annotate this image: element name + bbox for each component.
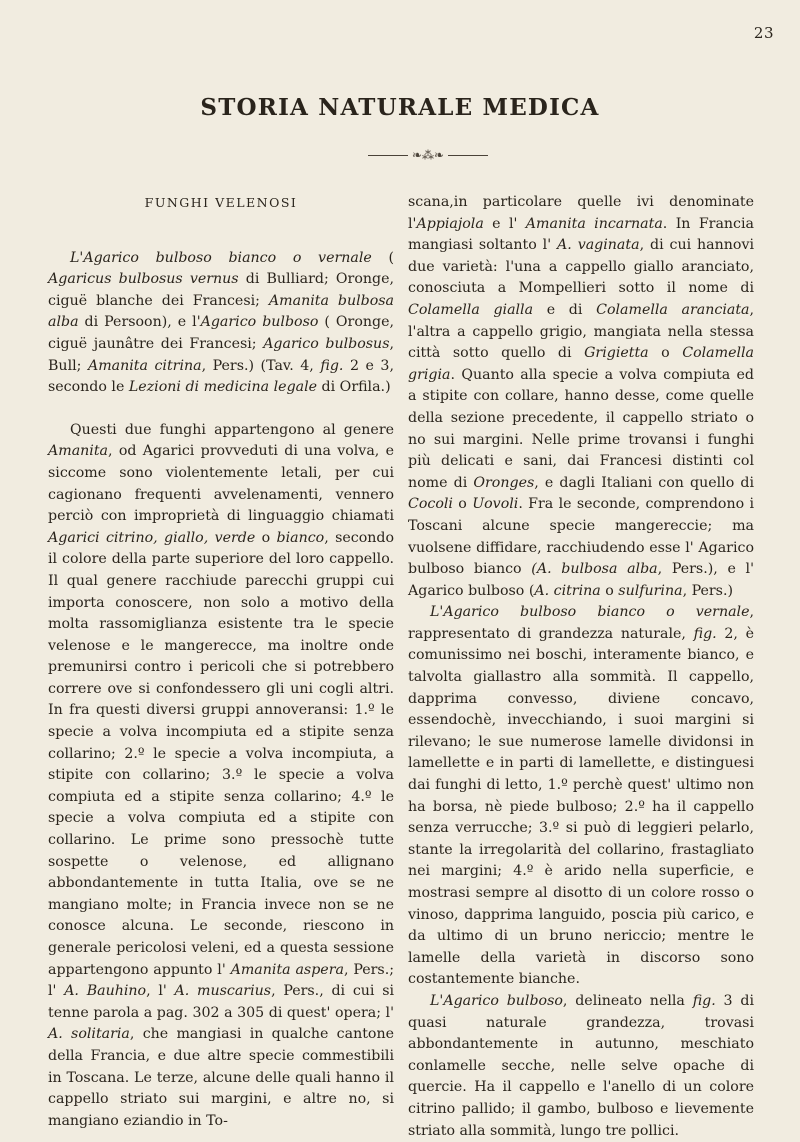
italic-text: Uovoli bbox=[472, 496, 519, 513]
text-run: , delineato nella bbox=[562, 992, 693, 1009]
italic-text: L' bbox=[70, 249, 84, 266]
text-run: ( Oronge, ciguë jaunâtre dei Francesi; bbox=[48, 314, 395, 352]
paragraph bbox=[408, 991, 754, 1142]
italic-text: fig. bbox=[692, 992, 716, 1009]
text-run: , l' bbox=[146, 983, 175, 1000]
italic-text: A. solitaria bbox=[48, 1026, 130, 1043]
text-run: . Fra le seconde, comprendono i Toscani alcune specie mangereccie; ma vuolsene diffidare, racchiudendo esse l' Agarico bulboso bianco bbox=[408, 496, 755, 578]
text-run: di Bulliard; Oronge, ciguë blanche dei Francesi; bbox=[48, 271, 394, 309]
text-run: di Orfila.) bbox=[317, 379, 391, 396]
italic-text: (A. bulbosa alba bbox=[531, 561, 658, 578]
text-run: , od Agarici provveduti di una volva, e siccome sono violentemente letali, per cui cagionano frequenti avvelenamenti, vennero perciò con improprietà di linguaggio chiamati bbox=[48, 443, 394, 525]
left-column bbox=[48, 192, 394, 1132]
italic-text: Amanita bbox=[48, 443, 108, 460]
text-run: ( bbox=[371, 249, 394, 266]
italic-text: Agarico bulbosus bbox=[263, 335, 390, 352]
section-title: FUNGHI VELENOSI bbox=[144, 195, 298, 210]
italic-text: L'Agarico bulboso bianco o vernale bbox=[430, 604, 750, 621]
italic-text: A. citrina bbox=[534, 582, 601, 599]
italic-text: sulfurina bbox=[618, 582, 683, 599]
page-number: 23 bbox=[753, 24, 774, 42]
italic-text: A. Bauhino bbox=[64, 983, 147, 1000]
italic-text: Lezioni di medicina legale bbox=[128, 379, 318, 396]
text-run: , Bull; bbox=[48, 335, 394, 374]
text-run: 2, è comunissimo nei boschi, interamente bianco, e talvolta giallastro alla sommità. Il cappello, dapprima convesso, diviene concavo, essendochè, invecchiando, i suoi margini si rilevano; le sue numerose lamelle dividonsi in lamellette e in parti di lamellette, e distinguesi dai funghi di letto, 1.º perchè quest' ultimo non ha borsa, nè piede bulboso; 2.º ha il cappello senza verrucche; 3.º si può di leggieri pelarlo, stante la irregolarità del collarino, frastagliato nei margini; 4.º è arido nella superficie, e mostrasi sempre al disotto di un colore rosso o vinoso, dapprima languido, poscia più carico, e da ultimo di un bruno nericcio; mentre le lamelle della varietà in discorso sono costantemente bianche. bbox=[408, 625, 754, 988]
text-run: o bbox=[452, 496, 473, 513]
text-run: , di cui hannovi due varietà: l'una a cappello giallo aranciato, conosciuta a Mompellieri sotto il nome di bbox=[408, 237, 755, 297]
text-run: e di bbox=[533, 301, 597, 318]
rule-left bbox=[368, 155, 408, 156]
italic-text: Grigietta bbox=[584, 345, 649, 362]
italic-text: Amanita citrina bbox=[87, 357, 202, 374]
text-run: o bbox=[255, 529, 277, 546]
text-run: . In Francia mangiasi soltanto l' bbox=[408, 215, 754, 254]
italic-text: Amanita aspera bbox=[230, 961, 344, 978]
text-run: , Pers.) bbox=[682, 582, 733, 599]
rule-right bbox=[448, 155, 488, 156]
italic-text: Agarici citrino, giallo, verde bbox=[48, 529, 256, 546]
paragraph bbox=[408, 192, 754, 602]
text-run: . Quanto alla specie a volva compiuta ed a stipite con collare, hanno desse, come quelle della sezione precedente, il cappello striato o no sui margini. Nelle prime trovansi i funghi più delicati e sani, dai Francesi distinti col nome di bbox=[408, 366, 754, 491]
italic-text: fig. bbox=[693, 625, 717, 642]
text-run: o bbox=[600, 582, 619, 599]
italic-text: Agarico bulboso bbox=[200, 314, 319, 331]
text-run: , e dagli Italiani con quello di bbox=[534, 474, 754, 491]
italic-text: L'Agarico bulboso bbox=[430, 992, 563, 1009]
text-run: e l' bbox=[483, 215, 526, 232]
text-run: , Pers.), e l' Agarico bulboso ( bbox=[408, 561, 754, 599]
running-title: STORIA NATURALE MEDICA bbox=[200, 94, 600, 121]
text-run: , l'altra a cappello grigio, mangiata nella stessa città sotto quello di bbox=[408, 301, 754, 362]
text-run: o bbox=[648, 345, 683, 362]
text-run: , che mangiasi in qualche cantone della Francia, e due altre specie commestibili in Toscana. Le terze, alcune delle quali hanno il cappello striato sui margini, e altre no, si mangiano eziandio in To- bbox=[48, 1026, 394, 1129]
italic-text: fig. bbox=[320, 357, 344, 374]
paragraph bbox=[408, 602, 754, 991]
text-run: 3 di quasi naturale grandezza, trovasi abbondantemente in autunno, meschiato conlamelle secche, nelle selve opache di quercie. Ha il cappello e l'anello di un colore citrino pallido; il gambo, bulboso e lievemente striato alla sommità, lungo tre pollici. bbox=[408, 992, 754, 1139]
italic-text: bianco bbox=[276, 529, 325, 546]
text-run: , Pers., di cui si tenne parola a pag. 302 a 305 di quest' opera; l' bbox=[48, 983, 395, 1021]
italic-text: Amanita incarnata bbox=[525, 215, 663, 232]
right-column bbox=[408, 192, 754, 1142]
ornament-divider bbox=[345, 148, 511, 162]
text-run: , secondo il colore della parte superiore del loro cappello. Il qual genere racchiude parecchi gruppi cui importa conoscere, non solo a motivo della molta rassomiglianza esistente tra le specie velenose e le mangerecce, ma inoltre onde premunirsi contro i pericoli che si potrebbero correre ove si confondessero gli uni cogli altri. In fra questi diversi gruppi annoveransi: 1.º le specie a volva incompiuta ed a stipite senza collarino; 2.º le specie a volva incompiuta, a stipite con collarino; 3.º le specie a volva compiuta ed a stipite senza collarino; 4.º le specie a volva compiuta ed a stipite con collarino. Le prime sono pressochè tutte sospette o velenose, ed allignano abbondantemente in tutta Italia, ove se ne mangiano molte; in Francia invece non se ne conosce alcuna. Le seconde, riescono in generale pericolosi veleni, ed a questa sessione appartengono appunto l' bbox=[48, 529, 394, 978]
text-run: Questi due funghi appartengono al genere bbox=[70, 421, 394, 438]
italic-text: Cocoli bbox=[408, 496, 453, 513]
text-run: , rappresentato di grandezza naturale, bbox=[408, 604, 754, 642]
text-run: , Pers.) (Tav. 4, bbox=[201, 357, 321, 374]
italic-text: Amanita bulbosa alba bbox=[48, 292, 394, 331]
text-run: di Persoon), e l' bbox=[78, 314, 201, 331]
ornament-glyph: ❧⁂❧ bbox=[411, 148, 445, 162]
text-run: , Pers.; l' bbox=[48, 961, 394, 1000]
italic-text: Colamella aranciata bbox=[596, 301, 750, 318]
text-run: 2 e 3, secondo le bbox=[48, 357, 394, 396]
italic-text: A. vaginata bbox=[557, 237, 640, 254]
italic-text: A. muscarius bbox=[174, 983, 272, 1000]
italic-text: Colamella gialla bbox=[408, 301, 534, 318]
paragraph bbox=[48, 248, 394, 399]
paragraph bbox=[48, 420, 394, 1133]
italic-text: Appiajola bbox=[416, 215, 484, 232]
italic-text: Agaricus bulbosus vernus bbox=[48, 271, 239, 288]
text-run: scana,in particolare quelle ivi denominate l' bbox=[408, 194, 754, 232]
italic-text: Agarico bulboso bianco o vernale bbox=[83, 249, 372, 266]
italic-text: Oronges bbox=[473, 474, 535, 491]
italic-text: Colamella grigia bbox=[408, 345, 754, 383]
